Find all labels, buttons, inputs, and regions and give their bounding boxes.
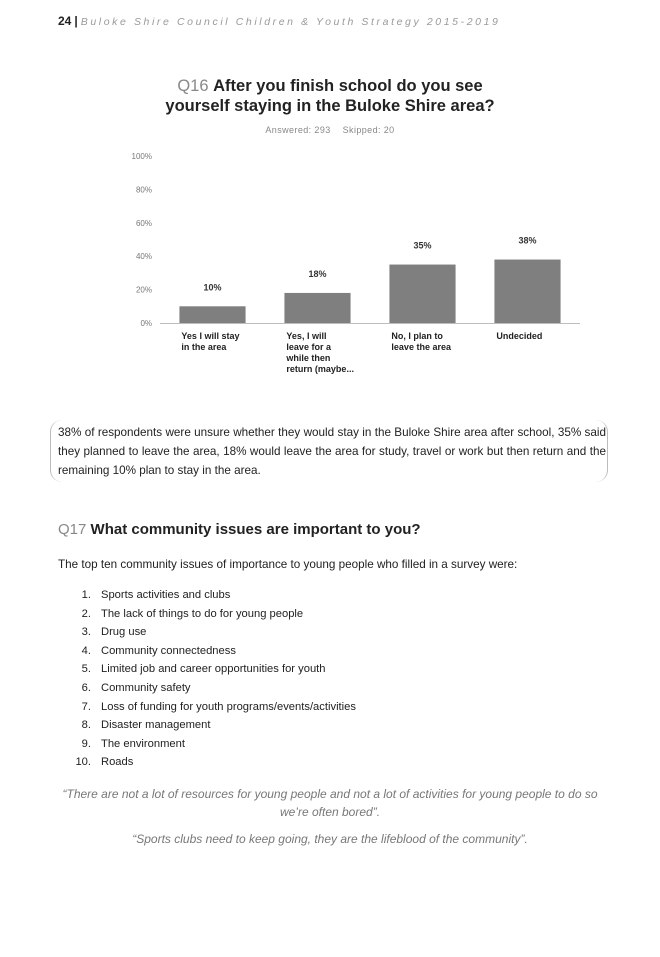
skipped-count: Skipped: 20: [342, 125, 395, 135]
question-title-line2: yourself staying in the Buloke Shire area?: [165, 97, 495, 115]
list-item-text: The lack of things to do for young people: [101, 607, 304, 620]
list-item: [58, 605, 356, 624]
question-number: Q16: [177, 77, 209, 95]
list-item-number: 10.: [75, 756, 91, 769]
data-label: 35%: [413, 240, 432, 251]
data-label: 10%: [203, 282, 222, 293]
category-label-line: leave the area: [391, 342, 451, 352]
list-item-number: 9.: [81, 737, 91, 750]
list-item-text: The environment: [101, 737, 185, 750]
list-item: [58, 698, 356, 717]
bar: [389, 265, 455, 323]
category-label: [181, 331, 253, 353]
q17-intro: The top ten community issues of importance to young people who filled in a survey were:: [58, 558, 518, 571]
quote-bored: “There are not a lot of resources for young people and not a lot of activities for young people to do so we’re often bored”.: [62, 787, 598, 819]
list-item-number: 4.: [81, 644, 91, 657]
document-title: Buloke Shire Council Children & Youth Strategy 2015-2019: [80, 16, 501, 28]
category-label: [391, 331, 463, 353]
category-label-line: return (maybe...: [286, 364, 354, 374]
q17-number: Q17: [58, 521, 87, 538]
y-tick-label: 40%: [135, 252, 152, 262]
list-item-number: 1.: [81, 589, 91, 601]
list-item-text: Sports activities and clubs: [101, 589, 231, 601]
issues-list: [58, 586, 356, 772]
q17-title: What community issues are important to you?: [90, 521, 421, 538]
summary-paragraph: 38% of respondents were unsure whether they would stay in the Buloke Shire area after school, 35% said they planned to leave the area, 18% would leave the area for study, travel or work but then return and the remaining 10% plan to stay in the area.: [58, 426, 606, 477]
list-item-number: 5.: [81, 663, 91, 676]
category-label-line: No, I plan to: [391, 331, 443, 341]
category-label-line: Yes I will stay: [181, 331, 240, 341]
y-tick-label: 80%: [135, 185, 152, 195]
category-label-line: Undecided: [496, 331, 543, 341]
list-item: [58, 716, 356, 735]
data-label: 38%: [518, 235, 537, 246]
header-separator: |: [74, 14, 78, 28]
list-item: [58, 660, 356, 679]
list-item: [58, 642, 356, 661]
list-item-text: Drug use: [101, 626, 147, 639]
list-item: [58, 679, 356, 698]
y-tick-label: 60%: [135, 218, 152, 228]
bar: [284, 293, 350, 323]
bar: [494, 260, 560, 323]
list-item-number: 8.: [81, 719, 91, 732]
category-label-line: Yes, I will: [286, 331, 327, 341]
data-label: 18%: [308, 268, 327, 279]
list-item-number: 2.: [81, 607, 91, 620]
list-item-text: Disaster management: [101, 719, 211, 732]
list-item-number: 7.: [81, 700, 91, 713]
answered-count: Answered: 293: [265, 125, 331, 135]
category-label-line: leave for a: [286, 342, 331, 352]
page-number: 24: [58, 14, 72, 28]
list-item-text: Roads: [101, 756, 134, 769]
list-item-text: Loss of funding for youth programs/events/activities: [101, 700, 356, 713]
list-item-text: Community safety: [101, 681, 191, 694]
y-tick-label: 100%: [131, 152, 152, 161]
list-item-number: 6.: [81, 681, 91, 694]
list-item: [58, 623, 356, 642]
y-tick-label: 20%: [135, 285, 152, 295]
question-title-line1: After you finish school do you see: [213, 77, 483, 95]
list-item: [58, 735, 356, 754]
list-item: [58, 586, 356, 605]
list-item-number: 3.: [81, 626, 91, 639]
q17-heading: [58, 521, 421, 538]
category-label: [496, 331, 568, 342]
bar: [179, 306, 245, 323]
quote-sports-clubs: “Sports clubs need to keep going, they are the lifeblood of the community”.: [132, 832, 528, 846]
list-item-text: Community connectedness: [101, 644, 236, 657]
category-label: [286, 331, 358, 375]
category-label-line: while then: [286, 353, 331, 363]
y-tick-label: 0%: [140, 319, 152, 328]
list-item-text: Limited job and career opportunities for youth: [101, 663, 326, 676]
category-label-line: in the area: [181, 342, 227, 352]
list-item: [58, 753, 356, 772]
